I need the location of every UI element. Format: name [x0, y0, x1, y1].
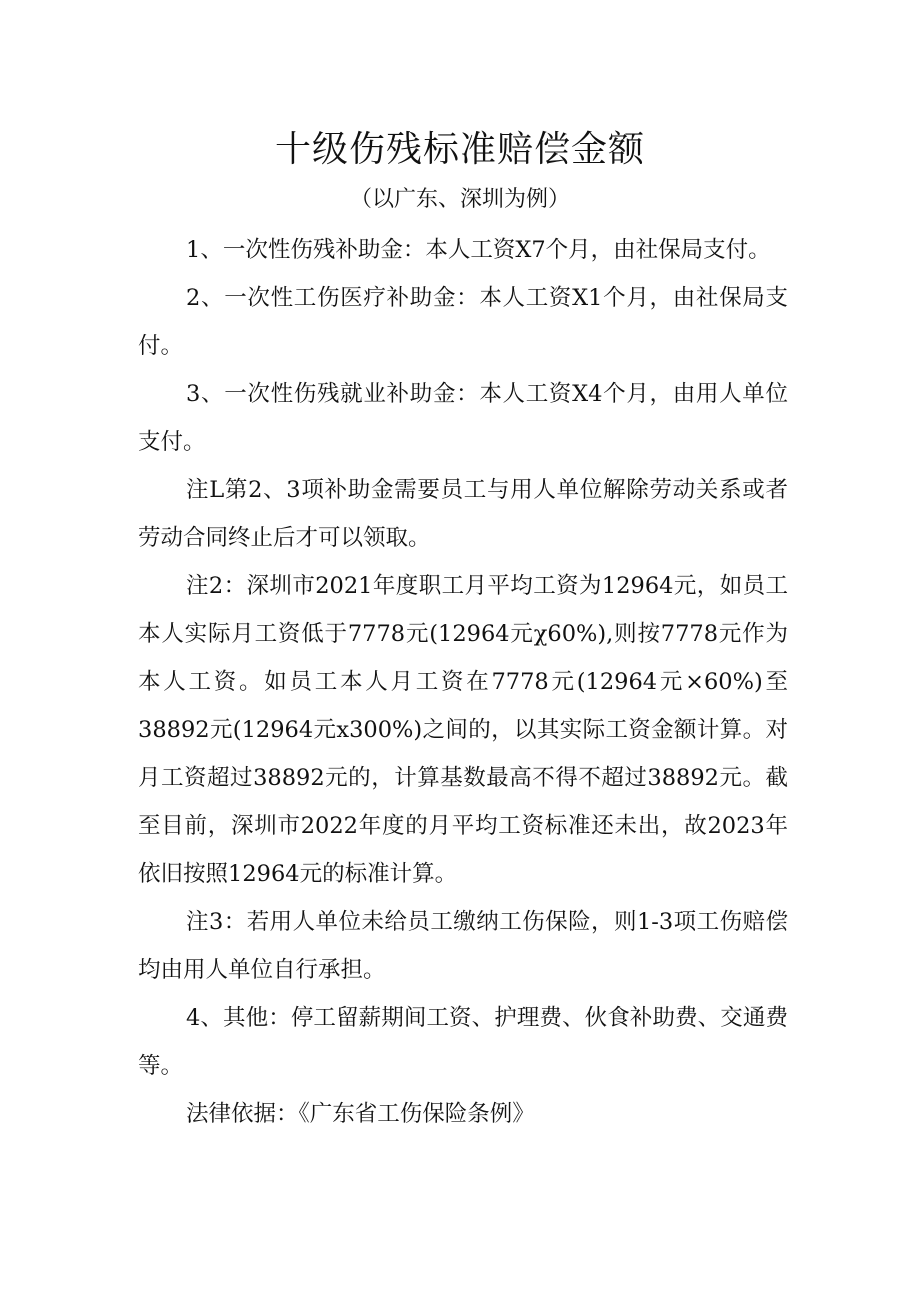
note-1: 注L第2、3项补助金需要员工与用人单位解除劳动关系或者劳动合同终止后才可以领取。	[138, 477, 788, 551]
note-3: 注3：若用人单位未给员工缴纳工伤保险，则1-3项工伤赔偿均由用人单位自行承担。	[138, 909, 788, 983]
item-employment-subsidy: 3、一次性伤残就业补助金：本人工资X4个月，由用人单位支付。	[138, 381, 788, 455]
document-body	[138, 226, 788, 1138]
item-other-costs: 4、其他：停工留薪期间工资、护理费、伙食补助费、交通费等。	[138, 1005, 788, 1079]
note-2: 注2：深圳市2021年度职工月平均工资为12964元，如员工本人实际月工资低于7778元(12964元χ60%),则按7778元作为本人工资。如员工本人月工资在7778元(12964元×60%)至38892元(12964元x300%)之间的，以其实际工资金额计算。对月工资超过38892元的，计算基数最高不得不超过38892元。截至目前，深圳市2022年度的月平均工资标准还未出，故2023年依旧按照12964元的标准计算。	[138, 573, 788, 887]
item-medical-subsidy: 2、一次性工伤医疗补助金：本人工资X1个月，由社保局支付。	[138, 285, 788, 359]
document-subtitle: （以广东、深圳为例）	[349, 187, 570, 212]
legal-basis: 法律依据：《广东省工伤保险条例》	[186, 1101, 535, 1127]
document-title: 十级伤残标准赔偿金额	[274, 129, 645, 170]
item-disability-subsidy: 1、一次性伤残补助金：本人工资X7个月，由社保局支付。	[186, 237, 771, 263]
